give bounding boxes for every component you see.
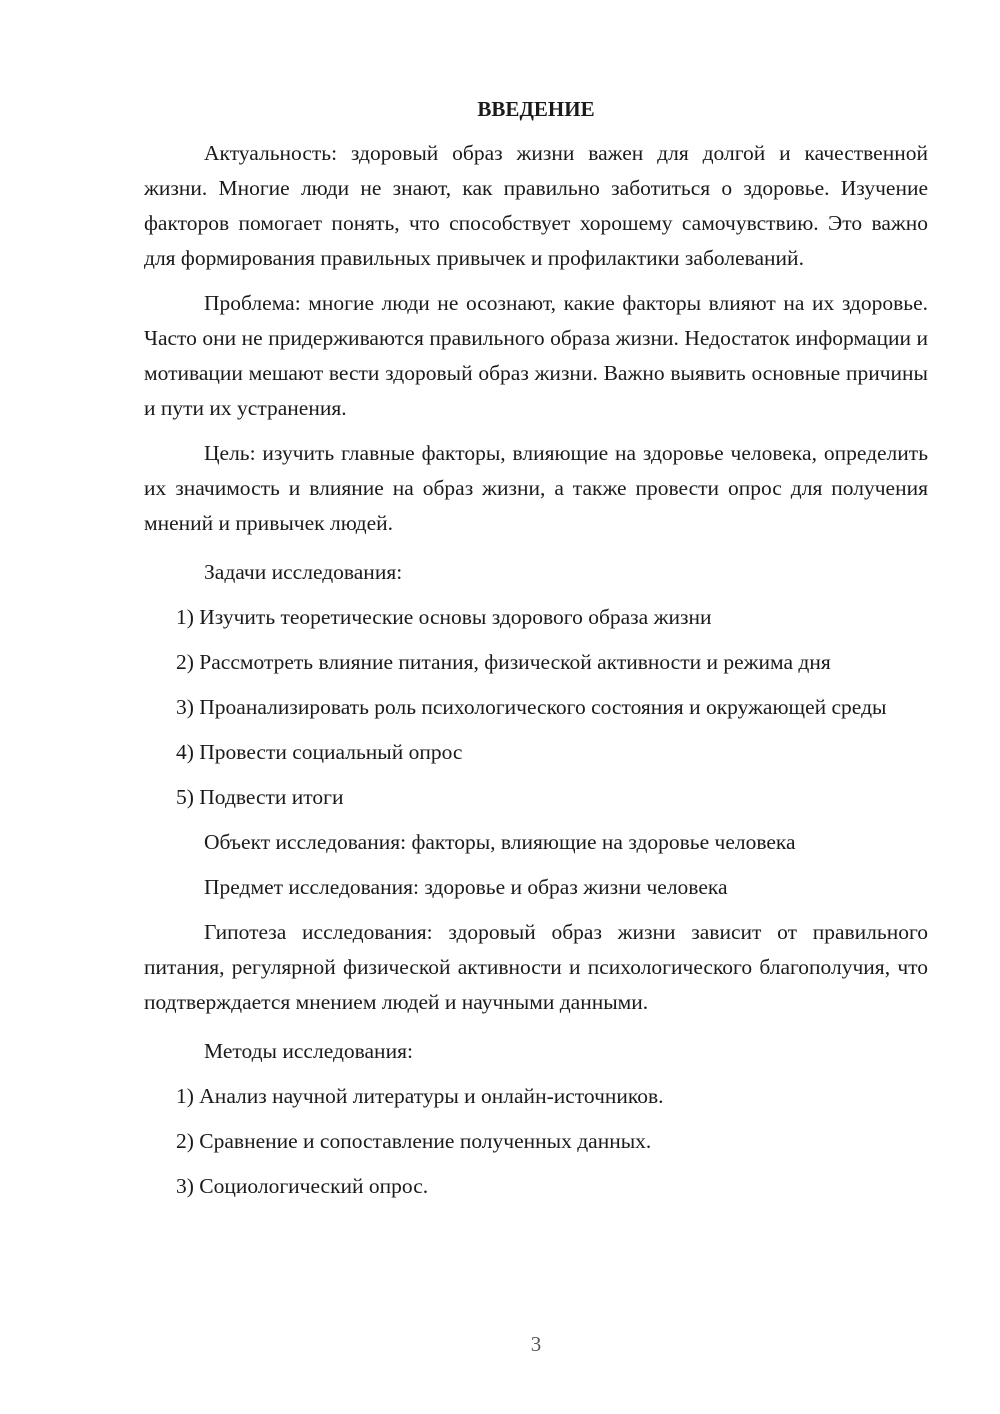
- subject-paragraph: Предмет исследования: здоровье и образ жизни человека: [204, 875, 728, 899]
- page-title: ВВЕДЕНИЕ: [477, 97, 595, 121]
- methods-title: Методы исследования:: [204, 1039, 413, 1063]
- task-item: 3) Проанализировать роль психологического состояния и окружающей среды: [176, 695, 887, 719]
- task-item: 5) Подвести итоги: [176, 785, 344, 809]
- tasks-title: Задачи исследования:: [204, 560, 403, 584]
- page-content: [144, 90, 928, 1214]
- task-item: 1) Изучить теоретические основы здорового образа жизни: [176, 605, 712, 629]
- task-item: 4) Провести социальный опрос: [176, 740, 463, 764]
- page-number: 3: [530, 1332, 542, 1356]
- relevance-paragraph: Актуальность: здоровый образ жизни важен для долгой и качественной жизни. Многие люди не знают, как правильно заботиться о здоровье. Изучение факторов помогает понять, что способствует хорошему самочувствию. Это важно для формирования правильных привычек и профилактики заболеваний.: [144, 141, 928, 270]
- method-item: 1) Анализ научной литературы и онлайн-источников.: [176, 1084, 664, 1108]
- method-item: 2) Сравнение и сопоставление полученных данных.: [176, 1129, 652, 1153]
- object-paragraph: Объект исследования: факторы, влияющие на здоровье человека: [204, 830, 796, 854]
- hypothesis-paragraph: Гипотеза исследования: здоровый образ жизни зависит от правильного питания, регулярной физической активности и психологического благополучия, что подтверждается мнением людей и научными данными.: [144, 920, 928, 1014]
- goal-paragraph: Цель: изучить главные факторы, влияющие на здоровье человека, определить их значимость и влияние на образ жизни, а также провести опрос для получения мнений и привычек людей.: [144, 441, 928, 535]
- method-item: 3) Социологический опрос.: [176, 1174, 429, 1198]
- problem-paragraph: Проблема: многие люди не осознают, какие факторы влияют на их здоровье. Часто они не придерживаются правильного образа жизни. Недостаток информации и мотивации мешают вести здоровый образ жизни. Важно выявить основные причины и пути их устранения.: [144, 291, 928, 420]
- task-item: 2) Рассмотреть влияние питания, физической активности и режима дня: [176, 650, 831, 674]
